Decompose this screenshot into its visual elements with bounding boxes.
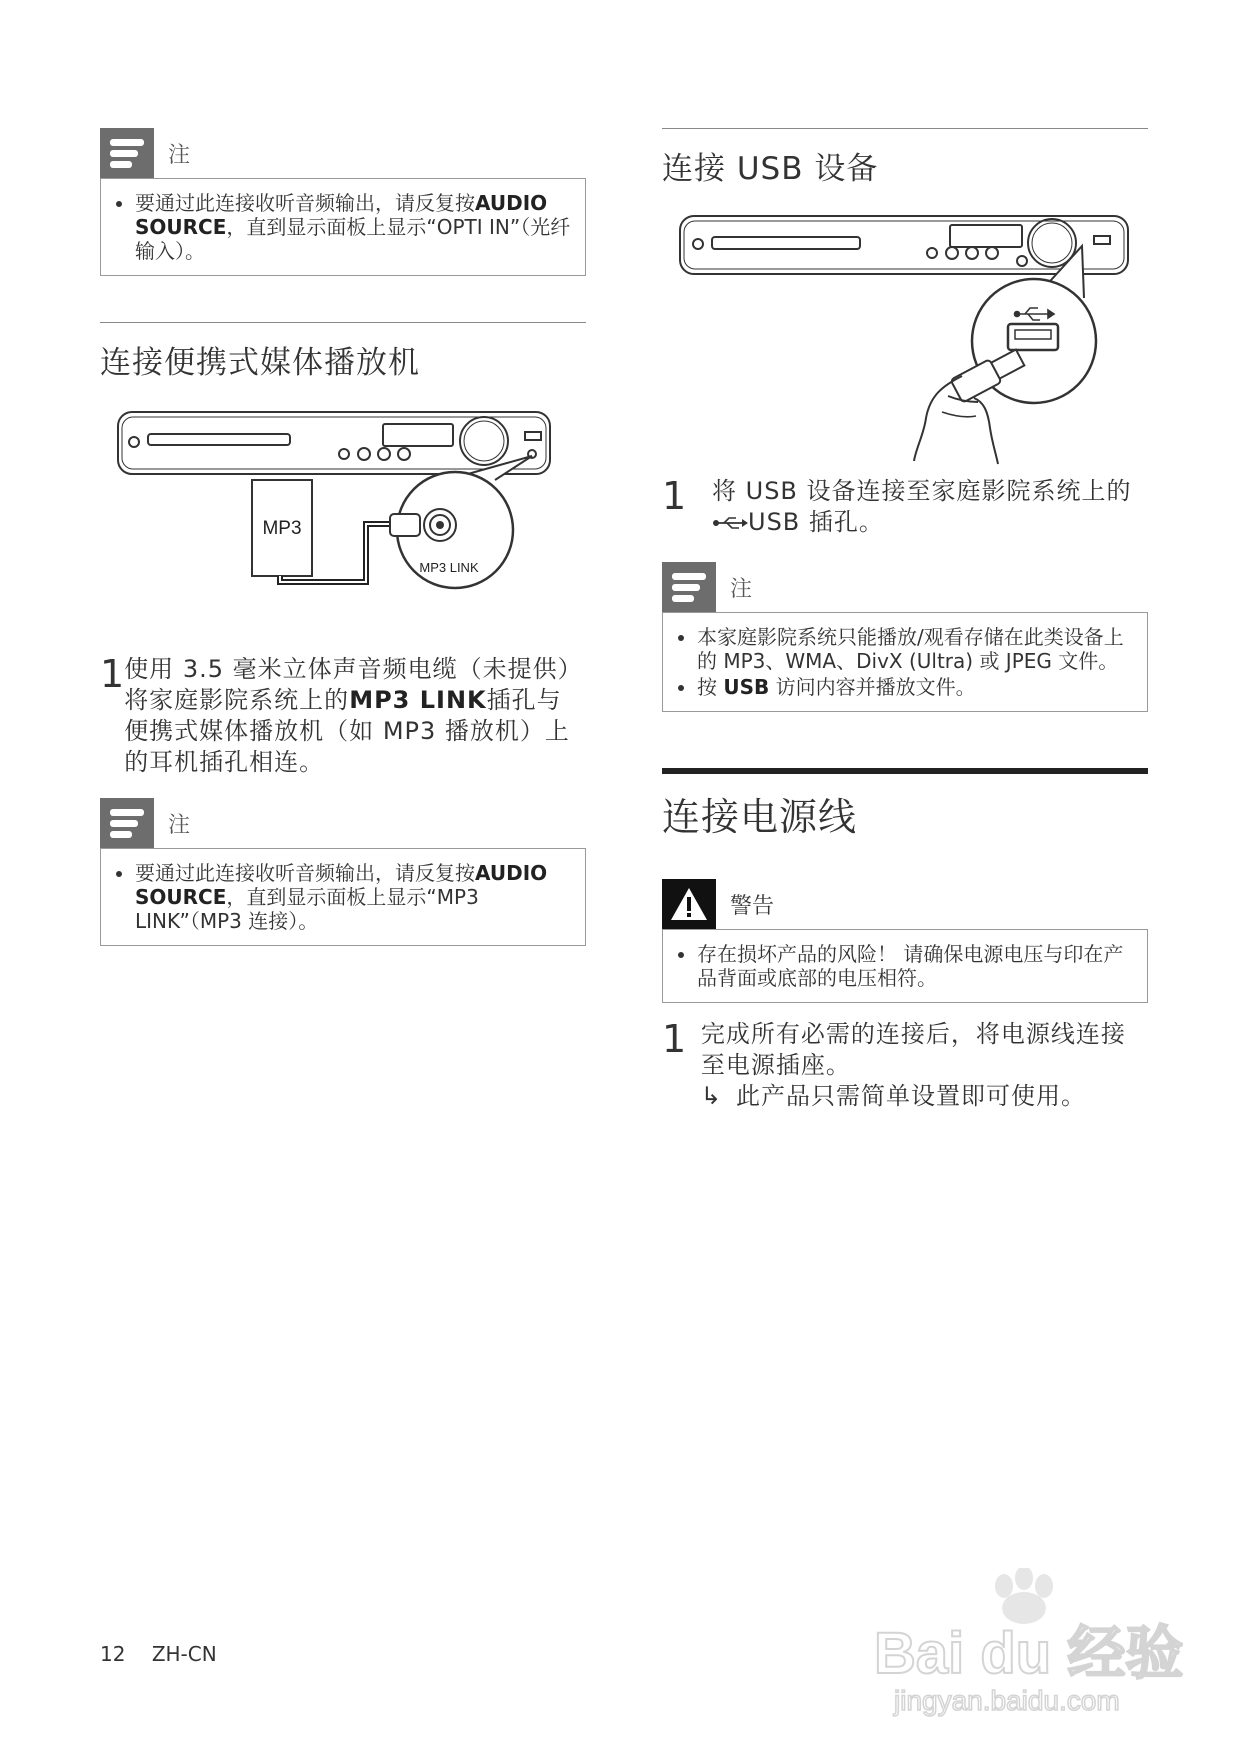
note-item: • 要通过此连接收听音频输出，请反复按AUDIO SOURCE，直到显示面板上显示“OPTI IN”（光纤输入）。 — [135, 191, 571, 263]
step-number: 1 — [662, 1017, 687, 1061]
page-number: 12 — [100, 1642, 126, 1666]
usb-icon — [712, 515, 748, 531]
warning-header — [662, 879, 1148, 929]
note-body — [100, 848, 586, 946]
home-theater-unit — [118, 412, 550, 474]
warning-item: • 存在损坏产品的风险！ 请确保电源电压与印在产品背面或底部的电压相符。 — [697, 942, 1133, 990]
warning-box — [662, 879, 1148, 1003]
result-arrow-icon: ↳ — [700, 1082, 722, 1110]
note-header — [662, 562, 1148, 612]
mp3-player-box — [252, 480, 312, 576]
note-item: • 本家庭影院系统只能播放/观看存储在此类设备上的 MP3、WMA、DivX (Ultra) 或 JPEG 文件。 — [697, 625, 1133, 673]
mp3-link-label: MP3 LINK — [419, 560, 479, 575]
note-icon — [662, 562, 716, 612]
step-usb — [662, 476, 1148, 538]
warning-body — [662, 929, 1148, 1003]
note-title: 注 — [730, 576, 753, 602]
watermark-url: jingyan.baidu.com — [894, 1685, 1120, 1716]
usb-callout — [914, 246, 1096, 464]
step-text: 使用 3.5 毫米立体声音频电缆（未提供）将家庭影院系统上的MP3 LINK插孔与便携式媒体播放机（如 MP3 播放机）上的耳机插孔相连。 — [124, 655, 583, 776]
note-icon — [100, 128, 154, 178]
section-title-power: 连接电源线 — [662, 768, 1148, 841]
mp3-link-callout — [390, 456, 532, 588]
note-header — [100, 128, 586, 178]
left-column — [100, 128, 586, 946]
language-code: ZH-CN — [151, 1642, 217, 1666]
step-text: 完成所有必需的连接后，将电源线连接至电源插座。 ↳ 此产品只需简单设置即可使用。 — [701, 1019, 1148, 1112]
note-box-usb — [662, 562, 1148, 712]
warning-title: 警告 — [730, 893, 775, 919]
note-body — [100, 178, 586, 276]
step-result: ↳ 此产品只需简单设置即可使用。 — [700, 1082, 1086, 1110]
step-number: 1 — [662, 474, 687, 518]
right-column — [662, 128, 1148, 1112]
page-footer — [100, 1642, 237, 1666]
mp3-label: MP3 — [262, 518, 302, 539]
mp3-connection-diagram — [100, 400, 586, 640]
warning-triangle-icon — [662, 879, 716, 929]
note-header — [100, 798, 586, 848]
note-title: 注 — [168, 142, 191, 168]
section-title-usb: 连接 USB 设备 — [662, 128, 1148, 188]
note-box-optical — [100, 128, 586, 276]
step-number: 1 — [100, 652, 125, 696]
baidu-watermark — [874, 1568, 1184, 1718]
note-title: 注 — [168, 812, 191, 838]
watermark-brand: Bai du 经验 — [874, 1621, 1184, 1686]
section-title-portable-player: 连接便携式媒体播放机 — [100, 322, 586, 382]
step-power — [662, 1019, 1148, 1112]
step-text: 将 USB 设备连接至家庭影院系统上的 USB 插孔。 — [712, 477, 1132, 536]
note-body — [662, 612, 1148, 712]
note-box-mp3 — [100, 798, 586, 946]
usb-connection-diagram — [662, 206, 1148, 466]
note-item: • 要通过此连接收听音频输出，请反复按AUDIO SOURCE，直到显示面板上显示“MP3 LINK”（MP3 连接）。 — [135, 861, 571, 933]
note-icon — [100, 798, 154, 848]
step-portable — [100, 654, 586, 778]
note-item: • 按 USB 访问内容并播放文件。 — [697, 675, 1133, 699]
home-theater-unit — [680, 216, 1128, 274]
